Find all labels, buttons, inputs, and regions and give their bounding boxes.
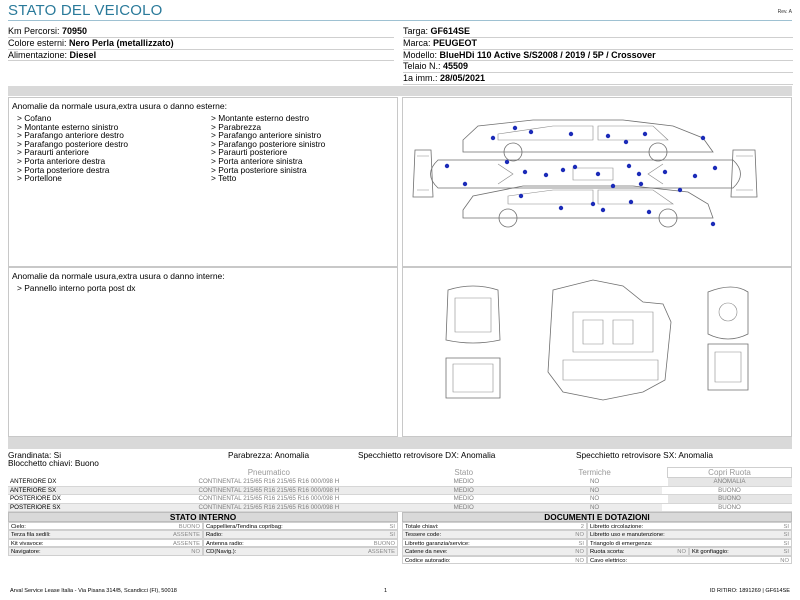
list-item: > Porta posteriore sinistra bbox=[211, 164, 307, 175]
list-item: > Cofano bbox=[17, 113, 52, 123]
stato-interno-grid bbox=[8, 522, 398, 556]
tyre-cover: ANOMALIA bbox=[668, 478, 792, 487]
revision-label: Rev. A bbox=[777, 9, 792, 15]
cell-value: 2 bbox=[580, 524, 584, 530]
check-parabrezza: Parabrezza: Anomalia bbox=[228, 450, 310, 460]
cell-value: SI bbox=[578, 540, 584, 547]
tyre-cover: BUONO bbox=[668, 503, 792, 512]
tyre-model: CONTINENTAL 215/65 R16 215/65 R16 000/098 H bbox=[138, 495, 400, 504]
tyre-position: POSTERIORE SX bbox=[8, 503, 138, 512]
vehicle-chassis bbox=[403, 61, 793, 73]
plate-value: GF614SE bbox=[430, 26, 471, 36]
cell-label: Catene da neve: bbox=[405, 549, 448, 556]
cell-value: SI bbox=[783, 524, 789, 530]
vehicle-model bbox=[403, 50, 793, 62]
color-label: Colore esterni: bbox=[8, 37, 70, 48]
tyre-winter: NO bbox=[528, 478, 662, 487]
doc-cavo-elettrico bbox=[587, 556, 792, 564]
check-grandinata: Grandinata: Si bbox=[8, 450, 62, 460]
list-item: > Parafango posteriore sinistro bbox=[211, 138, 326, 149]
cell-value: NO bbox=[575, 532, 584, 539]
section-divider-bar bbox=[8, 86, 792, 96]
cell-value: NO bbox=[575, 549, 584, 556]
tyre-position: ANTERIORE SX bbox=[8, 486, 138, 495]
tyres-header-pneumatico: Pneumatico bbox=[247, 468, 290, 477]
chassis-label: Telaio N.: bbox=[403, 61, 444, 72]
doc-ruota-scorta bbox=[587, 547, 689, 555]
cell-value: SI bbox=[783, 549, 789, 556]
cell-label: Triangolo di emergenza: bbox=[590, 540, 653, 547]
external-damage-title: Anomalie da normale usura,extra usura o danno esterne: bbox=[12, 101, 227, 111]
page-title: STATO DEL VEICOLO bbox=[8, 2, 163, 19]
doc-libretto-garanzia bbox=[402, 539, 587, 547]
car-exterior-diagram bbox=[403, 112, 791, 242]
internal-damage-title: Anomalie da normale usura,extra usura o danno interne: bbox=[12, 271, 225, 281]
cell-label: Codice autoradio: bbox=[405, 557, 451, 564]
interno-cappelliera bbox=[203, 522, 398, 530]
internal-damage-list bbox=[17, 284, 136, 293]
model-label: Modello: bbox=[403, 49, 440, 60]
km-value: 70950 bbox=[62, 26, 88, 36]
interno-kit-vivavoce bbox=[8, 539, 203, 547]
list-item: > Porta anteriore sinistra bbox=[211, 155, 303, 166]
cell-label: Terza fila sedili: bbox=[11, 532, 51, 539]
cell-value: SI bbox=[389, 524, 395, 530]
table-row bbox=[8, 495, 792, 504]
section-divider-bar-2 bbox=[8, 437, 792, 449]
interno-antenna bbox=[203, 539, 398, 547]
doc-catene bbox=[402, 547, 587, 555]
car-interior-diagram bbox=[403, 272, 791, 412]
vehicle-km bbox=[8, 26, 394, 38]
table-row bbox=[8, 478, 792, 487]
doc-triangolo bbox=[587, 539, 792, 547]
list-item: > Pannello interno porta post dx bbox=[17, 283, 136, 293]
tyre-position: ANTERIORE DX bbox=[8, 478, 138, 487]
cell-value: NO bbox=[677, 549, 686, 556]
vehicle-color bbox=[8, 38, 394, 50]
tyre-cover: BUONO bbox=[668, 495, 792, 504]
footer-company: Arval Service Lease Italia - Via Pisana 314/B, Scandicci (FI), 50018 bbox=[10, 588, 177, 594]
list-item: > Parabrezza bbox=[211, 121, 262, 132]
cell-label: Navigatore: bbox=[11, 549, 41, 556]
cell-value: BUONO bbox=[178, 524, 200, 530]
cell-label: Antenna radio: bbox=[206, 540, 244, 547]
damage-markers bbox=[445, 126, 717, 226]
cell-value: NO bbox=[191, 549, 200, 556]
color-value: Nero Perla (metallizzato) bbox=[69, 37, 174, 48]
brand-value: PEUGEOT bbox=[433, 37, 478, 48]
vehicle-fuel bbox=[8, 50, 394, 62]
list-item: > Tetto bbox=[211, 173, 237, 184]
external-damage-panel bbox=[8, 97, 398, 267]
registration-value: 28/05/2021 bbox=[440, 73, 486, 84]
doc-libretto-uso bbox=[587, 530, 792, 538]
tyre-state: MEDIO bbox=[400, 486, 528, 495]
model-value: BlueHDi 110 Active S/S2008 / 2019 / 5P / Crossover bbox=[439, 49, 656, 60]
external-damage-list-2 bbox=[211, 114, 325, 183]
table-row bbox=[8, 503, 792, 512]
header-divider bbox=[8, 20, 792, 21]
cell-value: NO bbox=[780, 557, 789, 564]
footer-id: ID RITIRO: 1891269 | GF614SE bbox=[709, 588, 790, 594]
doc-totale-chiavi bbox=[402, 522, 587, 530]
km-label: Km Percorsi: bbox=[8, 26, 63, 36]
cell-label: Libretto uso e manutenzione: bbox=[590, 532, 665, 539]
cell-value: SI bbox=[389, 532, 395, 539]
cell-label: Totale chiavi: bbox=[405, 524, 439, 530]
check-blocchetto: Blocchetto chiavi: Buono bbox=[8, 458, 99, 468]
chassis-value: 45509 bbox=[443, 61, 469, 72]
list-item: > Parafango anteriore sinistro bbox=[211, 130, 322, 141]
fuel-label: Alimentazione: bbox=[8, 49, 70, 60]
cell-label: Libretto garanzia/service: bbox=[405, 540, 470, 547]
tyre-position: POSTERIORE DX bbox=[8, 495, 138, 504]
cell-value: ASSENTE bbox=[172, 532, 200, 539]
external-damage-list-1 bbox=[17, 114, 128, 183]
tyres-table bbox=[8, 467, 792, 512]
cell-value: BUONO bbox=[373, 540, 395, 547]
tyres-header-copri-ruota: Copri Ruota bbox=[668, 468, 792, 478]
cell-label: Cielo: bbox=[11, 524, 26, 530]
list-item: > Parafango posteriore destro bbox=[17, 138, 129, 149]
cell-label: Cappelliera/Tendina copribag: bbox=[206, 524, 283, 530]
fuel-value: Diesel bbox=[69, 49, 97, 60]
tyre-state: MEDIO bbox=[400, 503, 528, 512]
vehicle-brand bbox=[403, 38, 793, 50]
cell-label: Ruota scorta: bbox=[590, 549, 625, 556]
list-item: > Porta posteriore destra bbox=[17, 164, 110, 175]
list-item: > Parafango anteriore destro bbox=[17, 130, 124, 141]
cell-value: ASSENTE bbox=[172, 540, 200, 547]
cell-label: Kit gonfiaggio: bbox=[692, 549, 729, 556]
tyre-winter: NO bbox=[528, 495, 662, 504]
tyre-model: CONTINENTAL 215/65 R16 215/65 R16 000/098 H bbox=[138, 503, 400, 512]
cell-label: Libretto circolazione: bbox=[590, 524, 644, 530]
cell-value: ASSENTE bbox=[367, 549, 395, 556]
list-item: > Paraurti anteriore bbox=[17, 147, 89, 158]
cell-value: SI bbox=[783, 532, 789, 539]
list-item: > Porta anteriore destra bbox=[17, 155, 106, 166]
cell-label: Tessere code: bbox=[405, 532, 442, 539]
interno-cielo bbox=[8, 522, 203, 530]
doc-tessere-code bbox=[402, 530, 587, 538]
tyre-model: CONTINENTAL 215/65 R16 215/65 R16 000/098 H bbox=[138, 486, 400, 495]
list-item: > Portellone bbox=[17, 173, 62, 184]
interno-radio bbox=[203, 530, 398, 538]
check-specchietto-dx: Specchietto retrovisore DX: Anomalia bbox=[358, 450, 496, 460]
tyres-header-stato: Stato bbox=[454, 468, 474, 477]
list-item: > Montante esterno destro bbox=[211, 113, 310, 123]
vehicle-plate bbox=[403, 26, 793, 38]
tyre-winter: NO bbox=[528, 503, 662, 512]
doc-kit-gonfiaggio bbox=[689, 547, 792, 555]
plate-label: Targa: bbox=[403, 26, 431, 36]
cell-value: NO bbox=[575, 557, 584, 564]
tyre-state: MEDIO bbox=[400, 478, 528, 487]
interno-navigatore bbox=[8, 547, 203, 555]
documenti-grid bbox=[402, 522, 792, 564]
vehicle-registration bbox=[403, 73, 793, 85]
tyres-header-termiche: Termiche bbox=[578, 468, 611, 477]
table-row bbox=[8, 486, 792, 495]
brand-label: Marca: bbox=[403, 37, 434, 48]
footer-page-number: 1 bbox=[384, 588, 388, 594]
external-diagram-panel bbox=[402, 97, 792, 267]
internal-diagram-panel bbox=[402, 267, 792, 437]
list-item: > Montante esterno sinistro bbox=[17, 121, 119, 132]
tyre-state: MEDIO bbox=[400, 495, 528, 504]
interno-terza-fila bbox=[8, 530, 203, 538]
doc-libretto-circolazione bbox=[587, 522, 792, 530]
doc-codice-autoradio bbox=[402, 556, 587, 564]
internal-damage-panel bbox=[8, 267, 398, 437]
cell-label: CD(Navig.): bbox=[206, 549, 237, 556]
interno-cd bbox=[203, 547, 398, 555]
cell-label: Kit vivavoce: bbox=[11, 540, 44, 547]
cell-value: SI bbox=[783, 540, 789, 547]
vehicle-info-left bbox=[8, 26, 394, 61]
vehicle-info-right bbox=[403, 26, 793, 85]
tyre-cover: BUONO bbox=[668, 486, 792, 495]
tyre-winter: NO bbox=[528, 486, 662, 495]
documenti-title: DOCUMENTI E DOTAZIONI bbox=[402, 512, 792, 522]
list-item: > Paraurti posteriore bbox=[211, 147, 288, 158]
check-specchietto-sx: Specchietto retrovisore SX: Anomalia bbox=[576, 450, 713, 460]
registration-label: 1a imm.: bbox=[403, 73, 441, 84]
tyre-model: CONTINENTAL 215/65 R16 215/65 R16 000/098 H bbox=[138, 478, 400, 487]
stato-interno-title: STATO INTERNO bbox=[8, 512, 398, 522]
cell-label: Cavo elettrico: bbox=[590, 557, 628, 564]
cell-label: Radio: bbox=[206, 532, 223, 539]
